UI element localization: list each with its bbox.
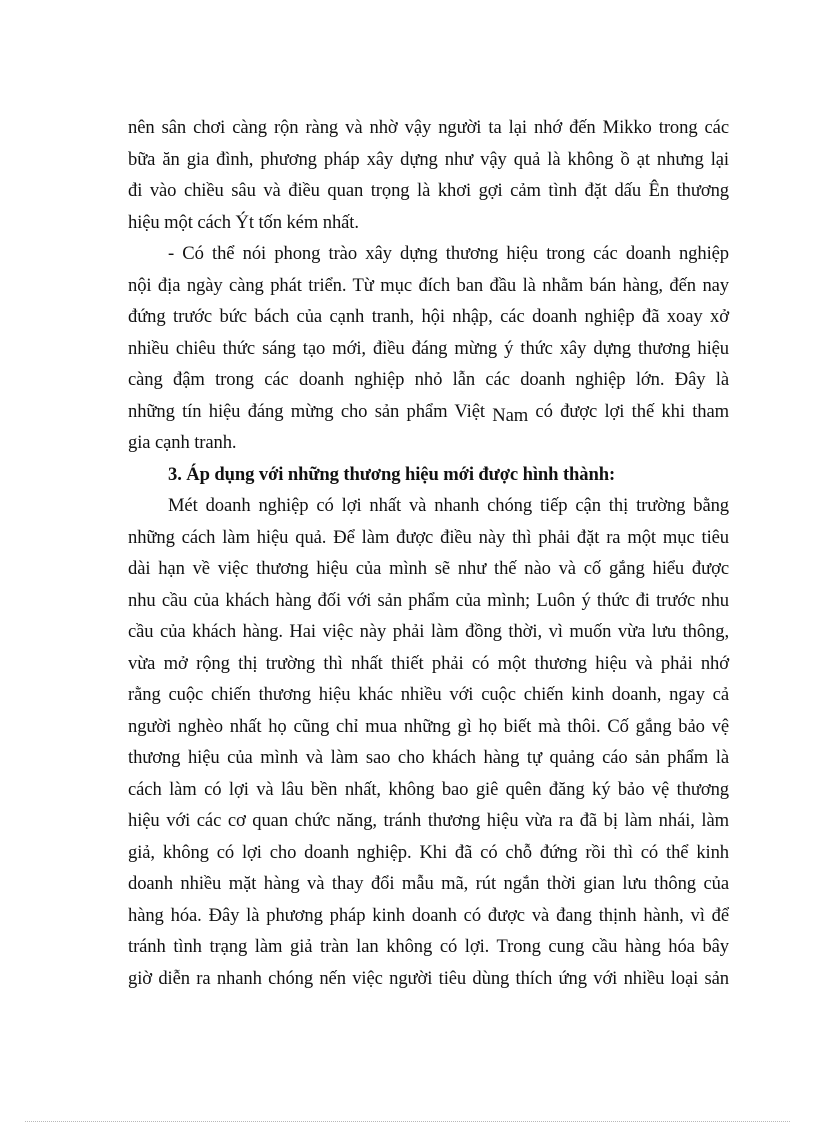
text-line-with-subscript xyxy=(128,396,729,428)
page-break-divider xyxy=(25,1121,790,1122)
text-line: cầu của khách hàng. Hai việc này phải làm đồng thời, vì muốn vừa lưu thông, xyxy=(128,621,729,642)
text-line: gia cạnh tranh. xyxy=(128,432,237,453)
paragraph-continuation xyxy=(128,112,729,238)
paragraph-domestic-branding xyxy=(128,238,729,459)
text-line: rằng cuộc chiến thương hiệu khác nhiều với cuộc chiến kinh doanh, ngay cả xyxy=(128,684,729,705)
text-line: giờ diễn ra nhanh chóng nến việc người tiêu dùng thích ứng với nhiều loại sản xyxy=(128,967,729,989)
paragraph-new-brands xyxy=(128,490,729,994)
text-line: đứng trước bức bách của cạnh tranh, hội nhập, các doanh nghiệp đã xoay xở xyxy=(128,306,729,327)
text-line: Mét doanh nghiệp có lợi nhất và nhanh chóng tiếp cận thị trường bằng xyxy=(168,495,729,516)
text-column xyxy=(128,112,729,994)
text-line: đi vào chiều sâu và điều quan trọng là khơi gợi cảm tình đặt dấu Ên thương xyxy=(128,180,729,201)
text-line: thương hiệu của mình và làm sao cho khách hàng tự quảng cáo sản phẩm là xyxy=(128,747,729,768)
text-line: - Có thể nói phong trào xây dựng thương hiệu trong các doanh nghiệp xyxy=(168,243,729,264)
text-line: tránh tình trạng làm giả tràn lan không có lợi. Trong cung cầu hàng hóa bây xyxy=(128,936,729,957)
text-run: có được lợi thế khi tham xyxy=(528,400,729,422)
text-line: người nghèo nhất họ cũng chỉ mua những gì họ biết mà thôi. Cố gắng bảo vệ xyxy=(128,715,729,737)
text-line: bữa ăn gia đình, phương pháp xây dựng như vậy quả là không ồ ạt nhưng lại xyxy=(128,148,729,170)
text-line: nên sân chơi càng rộn ràng và nhờ vậy người ta lại nhớ đến Mikko trong các xyxy=(128,117,729,138)
text-line: vừa mở rộng thị trường thì nhất thiết phải có một thương hiệu và phải nhớ xyxy=(128,652,729,674)
text-run: những tín hiệu đáng mừng cho sản phẩm Việt xyxy=(128,400,493,422)
text-line: hiệu một cách Ýt tốn kém nhất. xyxy=(128,211,359,233)
lowered-text-nam: Nam xyxy=(492,404,529,426)
text-line: càng đậm trong các doanh nghiệp nhỏ lẫn các doanh nghiệp lớn. Đây là xyxy=(128,369,729,390)
text-line: cách làm có lợi và lâu bền nhất, không bao giê quên đăng ký bảo vệ thương xyxy=(128,778,729,800)
text-line: giả, không có lợi cho doanh nghiệp. Khi đã có chỗ đứng rồi thì có thể kinh xyxy=(128,841,729,863)
text-line: hiệu với các cơ quan chức năng, tránh thương hiệu vừa ra đã bị làm nhái, làm xyxy=(128,810,729,831)
text-line: nhu cầu của khách hàng đối với sản phẩm của mình; Luôn ý thức đi trước nhu xyxy=(128,589,729,611)
text-line: nội địa ngày càng phát triển. Từ mục đích ban đầu là nhằm bán hàng, đến nay xyxy=(128,274,729,296)
text-line: hàng hóa. Đây là phương pháp kinh doanh có được và đang thịnh hành, vì để xyxy=(128,904,729,926)
text-line: nhiều chiêu thức sáng tạo mới, điều đáng mừng ý thức xây dựng thương hiệu xyxy=(128,337,729,359)
section-heading: 3. Áp dụng với những thương hiệu mới được hình thành: xyxy=(168,463,616,485)
text-line: doanh nhiều mặt hàng và thay đổi mẫu mã, rút ngắn thời gian lưu thông của xyxy=(128,873,729,894)
text-line: dài hạn về việc thương hiệu của mình sẽ như thế nào và cố gắng hiểu được xyxy=(128,558,729,579)
text-line: những cách làm hiệu quả. Để làm được điều này thì phải đặt ra một mục tiêu xyxy=(128,526,729,548)
